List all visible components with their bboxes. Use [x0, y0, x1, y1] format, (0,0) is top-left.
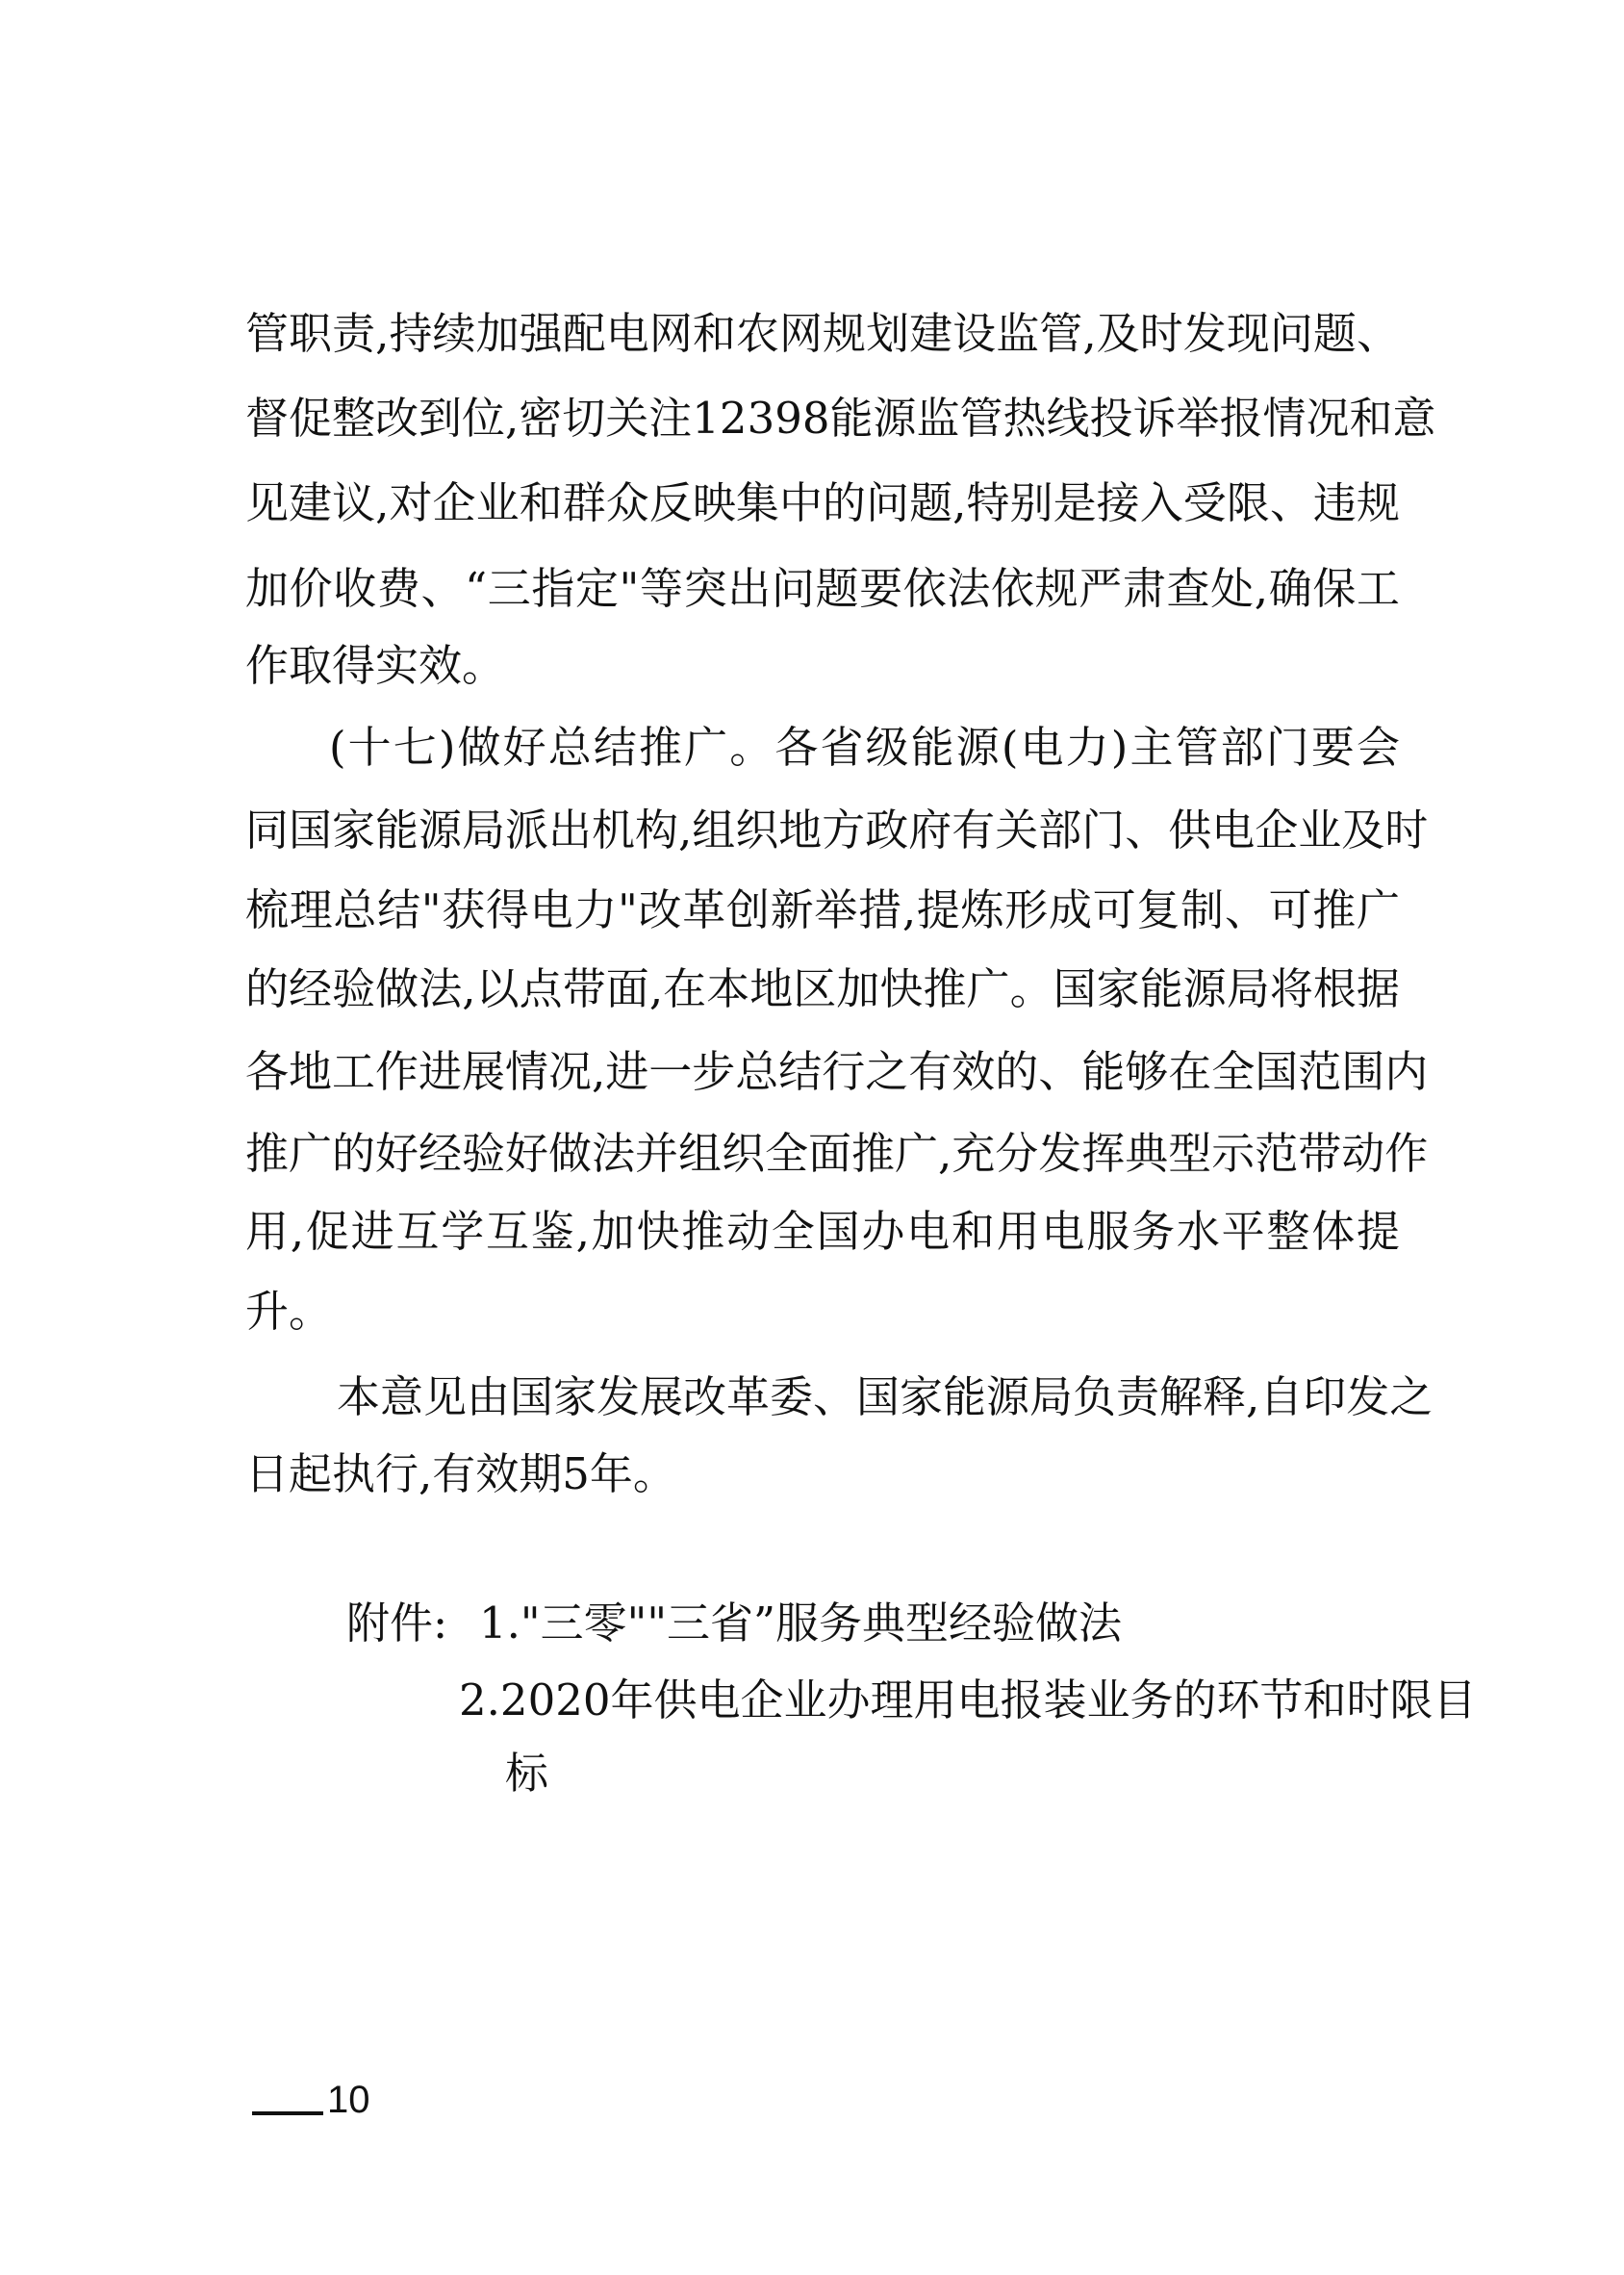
paragraph-3-line-1: 本意见由国家发展改革委、国家能源局负责解释,自印发之 [337, 1371, 1434, 1422]
attachment-item-2-continuation: 标 [505, 1748, 549, 1799]
paragraph-2-line-2: 同国家能源局派出机构,组织地方政府有关部门、供电企业及时 [245, 805, 1429, 856]
paragraph-1-line-4: 加价收费、“三指定"等突出问题要依法依规严肃查处,确保工 [245, 563, 1400, 614]
attachment-item-2: 2.2020年供电企业办理用电报装业务的环节和时限目 [459, 1674, 1477, 1725]
paragraph-2-line-1: (十七)做好总结推广。各省级能源(电力)主管部门要会 [329, 722, 1400, 773]
paragraph-2-line-4: 的经验做法,以点带面,在本地区加快推广。国家能源局将根据 [245, 963, 1400, 1014]
attachments-label: 附件: [346, 1598, 448, 1649]
page-number: 10 [327, 2079, 370, 2121]
paragraph-1-line-2: 督促整改到位,密切关注12398能源监管热线投诉举报情况和意 [245, 393, 1436, 444]
paragraph-3-line-2: 日起执行,有效期5年。 [245, 1448, 676, 1499]
paragraph-2-line-5: 各地工作进展情况,进一步总结行之有效的、能够在全国范围内 [245, 1046, 1429, 1097]
paragraph-1-line-1: 管职责,持续加强配电网和农网规划建设监管,及时发现问题、 [245, 308, 1400, 359]
paragraph-1-line-3: 见建议,对企业和群众反映集中的问题,特别是接入受限、违规 [245, 477, 1400, 528]
paragraph-2-line-6: 推广的好经验好做法并组织全面推广,充分发挥典型示范带动作 [245, 1128, 1429, 1179]
paragraph-1-line-5: 作取得实效。 [245, 640, 506, 691]
paragraph-2-line-8: 升。 [245, 1286, 333, 1337]
paragraph-2-line-3: 梳理总结"获得电力"改革创新举措,提炼形成可复制、可推广 [245, 884, 1400, 935]
page-footer [252, 2079, 370, 2121]
paragraph-2-line-7: 用,促进互学互鉴,加快推动全国办电和用电服务水平整体提 [245, 1206, 1400, 1257]
footer-rule [252, 2111, 323, 2115]
attachment-item-1: 1."三零""三省”服务典型经验做法 [479, 1598, 1123, 1649]
